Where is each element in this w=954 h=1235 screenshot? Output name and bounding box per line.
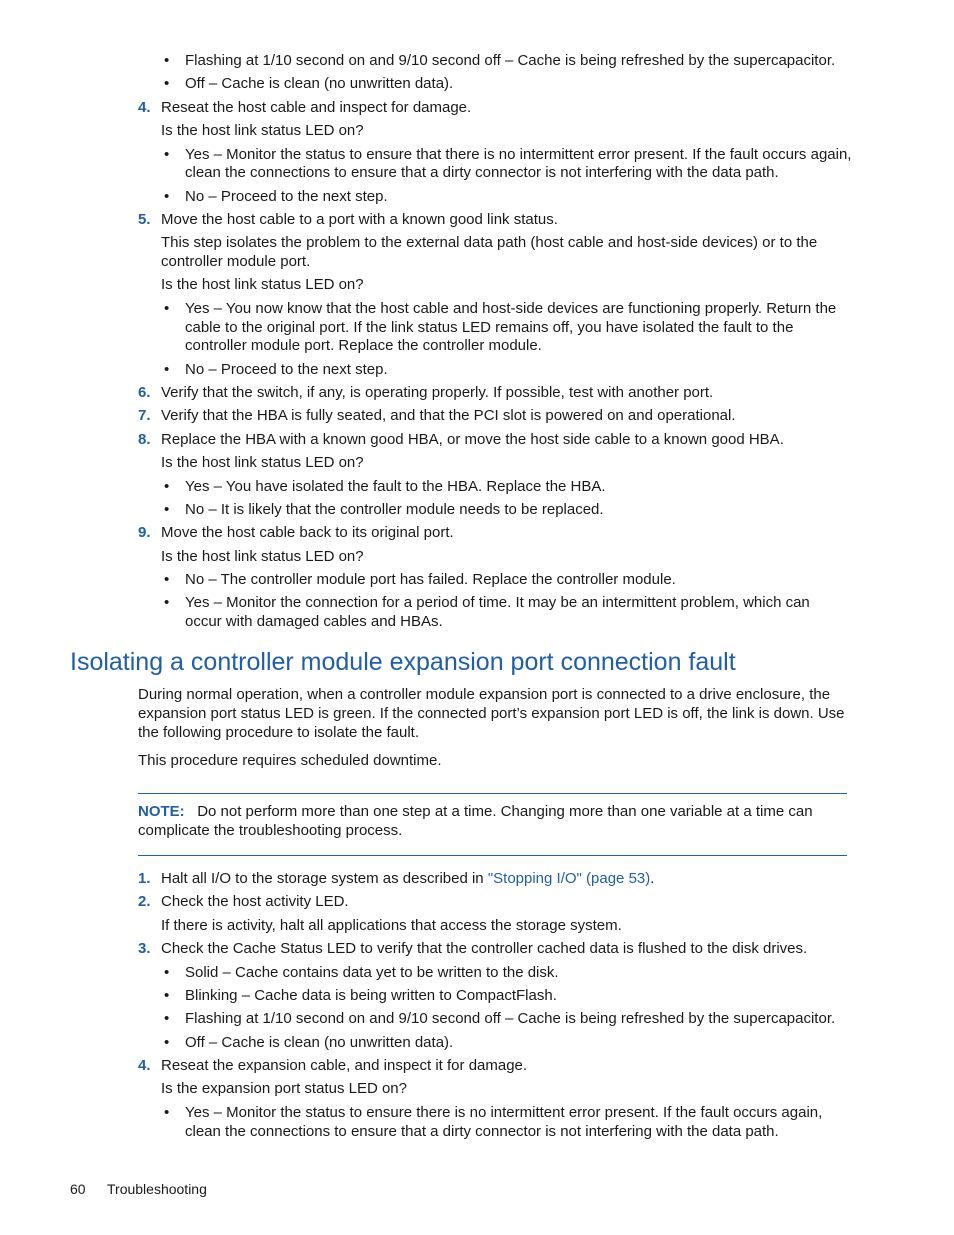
bullet-icon: •: [164, 501, 170, 518]
bullet-icon: •: [164, 1010, 170, 1027]
note-bottom-rule: [138, 855, 847, 856]
step-number: 9.: [138, 524, 151, 541]
bullet-icon: •: [164, 52, 170, 69]
bullet-icon: •: [164, 75, 170, 92]
bullet-icon: •: [164, 1034, 170, 1051]
intro-paragraph-cont: expansion port status LED is green. If the connected port’s expansion port LED is off, the link is down. Use: [138, 705, 845, 722]
answer-yes-cont: controller module port. Replace the controller module.: [185, 337, 542, 354]
step-text: Move the host cable back to its original port.: [161, 524, 454, 541]
note-top-rule: [138, 793, 847, 794]
page-number: 60: [70, 1181, 86, 1197]
bullet-icon: •: [164, 987, 170, 1004]
bullet-icon: •: [164, 478, 170, 495]
step-number: 1.: [138, 870, 151, 887]
step-number: 4.: [138, 1057, 151, 1074]
answer-yes: Yes – You now know that the host cable and host-side devices are functioning properly. Return the: [185, 300, 837, 317]
intro-paragraph: During normal operation, when a controller module expansion port is connected to a drive enclosure, the: [138, 686, 831, 703]
section-heading: Isolating a controller module expansion port connection fault: [70, 648, 736, 676]
step-question: Is the expansion port status LED on?: [161, 1080, 407, 1097]
bullet-icon: •: [164, 300, 170, 317]
step-text: Check the Cache Status LED to verify that the controller cached data is flushed to the disk drives.: [161, 940, 808, 957]
step-detail-cont: controller module port.: [161, 253, 311, 270]
stopping-io-link[interactable]: "Stopping I/O" (page 53): [487, 870, 651, 887]
answer-yes: Yes – Monitor the status to ensure that there is no intermittent error present. If the fault occurs again,: [185, 146, 852, 163]
step-detail: This step isolates the problem to the external data path (host cable and host-side devices) or to the: [161, 234, 818, 251]
note-text: Do not perform more than one step at a time. Changing more than one variable at a time can: [197, 803, 813, 820]
step-number: 3.: [138, 940, 151, 957]
cache-off-text: Off – Cache is clean (no unwritten data).: [185, 1034, 454, 1051]
step-number: 2.: [138, 893, 151, 910]
note-label: NOTE:: [138, 803, 185, 820]
cache-flashing-text: Flashing at 1/10 second on and 9/10 second off – Cache is being refreshed by the supercapacitor.: [185, 52, 836, 69]
step-text: Move the host cable to a port with a known good link status.: [161, 211, 558, 228]
step-number: 7.: [138, 407, 151, 424]
answer-yes: Yes – Monitor the connection for a period of time. It may be an intermittent problem, which can: [185, 594, 810, 611]
step-question: Is the host link status LED on?: [161, 122, 364, 139]
step-text: Check the host activity LED.: [161, 893, 349, 910]
cache-blinking-text: Blinking – Cache data is being written to CompactFlash.: [185, 987, 557, 1004]
step-question: Is the host link status LED on?: [161, 276, 364, 293]
cache-off-text: Off – Cache is clean (no unwritten data).: [185, 75, 454, 92]
step-question: Is the host link status LED on?: [161, 548, 364, 565]
step-question: Is the host link status LED on?: [161, 454, 364, 471]
step-text: Reseat the host cable and inspect for damage.: [161, 99, 472, 116]
cache-solid-text: Solid – Cache contains data yet to be written to the disk.: [185, 964, 559, 981]
answer-yes-cont: clean the connections to ensure that a dirty connector is not interfering with the data path.: [185, 1123, 779, 1140]
answer-yes: Yes – Monitor the status to ensure there is no intermittent error present. If the fault occurs again,: [185, 1104, 823, 1121]
bullet-icon: •: [164, 594, 170, 611]
step-text: Verify that the HBA is fully seated, and that the PCI slot is powered on and operational.: [161, 407, 736, 424]
footer-section-title: Troubleshooting: [107, 1181, 207, 1197]
answer-no: No – It is likely that the controller module needs to be replaced.: [185, 501, 604, 518]
answer-yes-cont: occur with damaged cables and HBAs.: [185, 613, 443, 630]
downtime-text: This procedure requires scheduled downtime.: [138, 752, 442, 769]
step-number: 4.: [138, 99, 151, 116]
intro-paragraph-cont: the following procedure to isolate the fault.: [138, 724, 420, 741]
bullet-icon: •: [164, 964, 170, 981]
step-text: Halt all I/O to the storage system as described in: [161, 870, 488, 887]
step-number: 5.: [138, 211, 151, 228]
answer-no: No – The controller module port has failed. Replace the controller module.: [185, 571, 676, 588]
answer-no: No – Proceed to the next step.: [185, 188, 388, 205]
step-text: Reseat the expansion cable, and inspect it for damage.: [161, 1057, 528, 1074]
bullet-icon: •: [164, 1104, 170, 1121]
step-number: 6.: [138, 384, 151, 401]
step-text: Verify that the switch, if any, is operating properly. If possible, test with another port.: [161, 384, 714, 401]
answer-no: No – Proceed to the next step.: [185, 361, 388, 378]
cache-flashing-text: Flashing at 1/10 second on and 9/10 second off – Cache is being refreshed by the supercapacitor.: [185, 1010, 836, 1027]
answer-yes: Yes – You have isolated the fault to the HBA. Replace the HBA.: [185, 478, 606, 495]
step-detail: If there is activity, halt all applications that access the storage system.: [161, 917, 622, 934]
step-number: 8.: [138, 431, 151, 448]
bullet-icon: •: [164, 571, 170, 588]
step-text-end: .: [650, 870, 655, 887]
bullet-icon: •: [164, 361, 170, 378]
step-text: Replace the HBA with a known good HBA, or move the host side cable to a known good HBA.: [161, 431, 784, 448]
note-text-cont: complicate the troubleshooting process.: [138, 822, 403, 839]
answer-yes-cont: clean the connections to ensure that a dirty connector is not interfering with the data path.: [185, 164, 779, 181]
bullet-icon: •: [164, 146, 170, 163]
answer-yes-cont: cable to the original port. If the link status LED remains off, you have isolated the fault to the: [185, 319, 794, 336]
step-text-line: [161, 870, 654, 888]
bullet-icon: •: [164, 188, 170, 205]
note-line: [138, 803, 813, 821]
